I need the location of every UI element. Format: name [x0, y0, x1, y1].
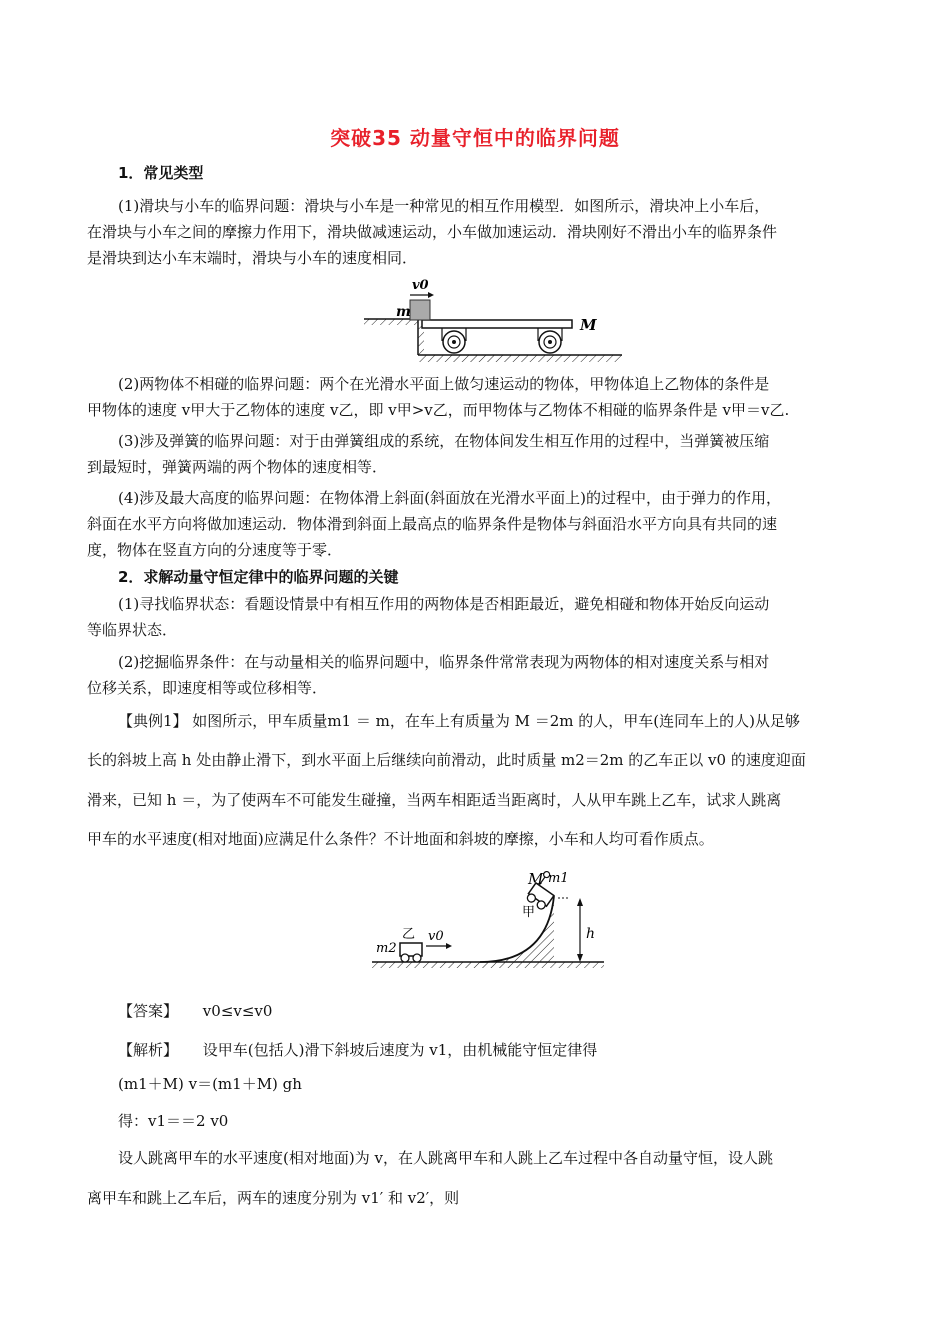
- analysis-row: [118, 1040, 898, 1060]
- cart-jia-label: 甲: [522, 905, 536, 920]
- paragraph-line: (2)挖掘临界条件：在与动量相关的临界问题中，临界条件常常表现为两物体的相对速度关系与相对: [118, 653, 770, 671]
- analysis-label: 【解析】: [118, 1041, 179, 1059]
- answer-row: [118, 1001, 898, 1021]
- lower-ground-hatch: [418, 355, 622, 362]
- example-line: 长的斜坡上高 h 处由静止滑下，到水平面上后继续向前滑动，此时质量 m2＝2m 的乙车正以 v0 的速度迎面: [87, 751, 806, 769]
- answer-label: 【答案】: [118, 1002, 179, 1020]
- cart-wheel: [538, 328, 562, 353]
- cart-jia-mass-label: m1: [548, 871, 569, 886]
- paragraph-line: (2)两物体不相碰的临界问题：两个在光滑水平面上做匀速运动的物体，甲物体追上乙物体的条件是: [118, 375, 770, 393]
- example-line: 滑来，已知 h ＝，为了使两车不可能发生碰撞，当两车相距适当距离时，人从甲车跳上乙车，试求人跳离: [87, 791, 782, 809]
- block-mass-label: m: [396, 304, 411, 320]
- height-label: h: [586, 926, 596, 942]
- figure-two-carts-slope: [372, 866, 608, 970]
- paragraph-line: 斜面在水平方向将做加速运动．物体滑到斜面上最高点的临界条件是物体与斜面沿水平方向具有共同的速: [87, 515, 778, 533]
- cart-board: [422, 320, 572, 328]
- paragraph-line: 位移关系，即速度相等或位移相等．: [87, 679, 328, 697]
- equation: (m1＋M) v＝(m1＋M) gh: [118, 1075, 302, 1093]
- sliding-block: [410, 300, 430, 320]
- paragraph-line: 甲物体的速度 v甲大于乙物体的速度 v乙，即 v甲>v乙，而甲物体与乙物体不相碰的临界条件是 v甲＝v乙.: [87, 401, 790, 419]
- example-line: 【典例1】 如图所示，甲车质量m1 ＝ m，在车上有质量为 M ＝2m 的人，甲车(连同车上的人)从足够: [118, 712, 800, 730]
- equation: 得：v1＝＝2 v0: [118, 1112, 229, 1130]
- paragraph-line: 设人跳离甲车的水平速度(相对地面)为 v，在人跳离甲车和人跳上乙车过程中各自动量守恒，设人跳: [118, 1149, 773, 1167]
- paragraph-line: (1)寻找临界状态：看题设情景中有相互作用的两物体是否相距最近，避免相碰和物体开始反向运动: [118, 595, 770, 613]
- cart-yi: [400, 943, 422, 962]
- paragraph-line: (3)涉及弹簧的临界问题：对于由弹簧组成的系统，在物体间发生相互作用的过程中，当弹簧被压缩: [118, 432, 770, 450]
- arrow-head: [577, 954, 583, 962]
- velocity-label: v0: [428, 929, 444, 944]
- paragraph-line: 在滑块与小车之间的摩擦力作用下，滑块做减速运动，小车做加速运动．滑块刚好不滑出小车的临界条件: [87, 223, 778, 241]
- ground-hatch: [372, 962, 604, 968]
- paragraph-line: (1)滑块与小车的临界问题：滑块与小车是一种常见的相互作用模型．如图所示，滑块冲上小车后，: [118, 197, 770, 215]
- cart-yi-mass-label: m2: [376, 941, 397, 956]
- paragraph-line: 度，物体在竖直方向的分速度等于零．: [87, 541, 343, 559]
- section1-heading: 1．常见类型: [118, 164, 204, 182]
- paragraph-line: 是滑块到达小车末端时，滑块与小车的速度相同．: [87, 249, 418, 267]
- velocity-label: v0: [412, 278, 429, 293]
- paragraph-line: 离甲车和跳上乙车后，两车的速度分别为 v1′ 和 v2′，则: [87, 1189, 460, 1207]
- page-title: 突破35 动量守恒中的临界问题: [330, 126, 620, 150]
- answer-text: v0≤v≤v0: [202, 1002, 273, 1020]
- paragraph-line: 等临界状态．: [87, 621, 178, 639]
- example-line: 甲车的水平速度(相对地面)应满足什么条件？不计地面和斜坡的摩擦，小车和人均可看作质点。: [87, 830, 714, 848]
- analysis-intro: 设甲车(包括人)滑下斜坡后速度为 v1，由机械能守恒定律得: [202, 1041, 598, 1059]
- cart-wheel: [442, 328, 466, 353]
- arrow-head: [577, 898, 583, 906]
- cart-yi-label: 乙: [402, 927, 416, 942]
- section2-heading: 2．求解动量守恒定律中的临界问题的关键: [118, 568, 399, 586]
- person-mass-label: M: [528, 870, 544, 888]
- arrow-head: [428, 292, 434, 298]
- figure-block-on-cart: [362, 275, 626, 367]
- cart-mass-label: M: [580, 316, 597, 334]
- paragraph-line: (4)涉及最大高度的临界问题：在物体滑上斜面(斜面放在光滑水平面上)的过程中，由于弹力的作用，: [118, 489, 781, 507]
- paragraph-line: 到最短时，弹簧两端的两个物体的速度相等．: [87, 458, 388, 476]
- arrow-head: [446, 943, 452, 949]
